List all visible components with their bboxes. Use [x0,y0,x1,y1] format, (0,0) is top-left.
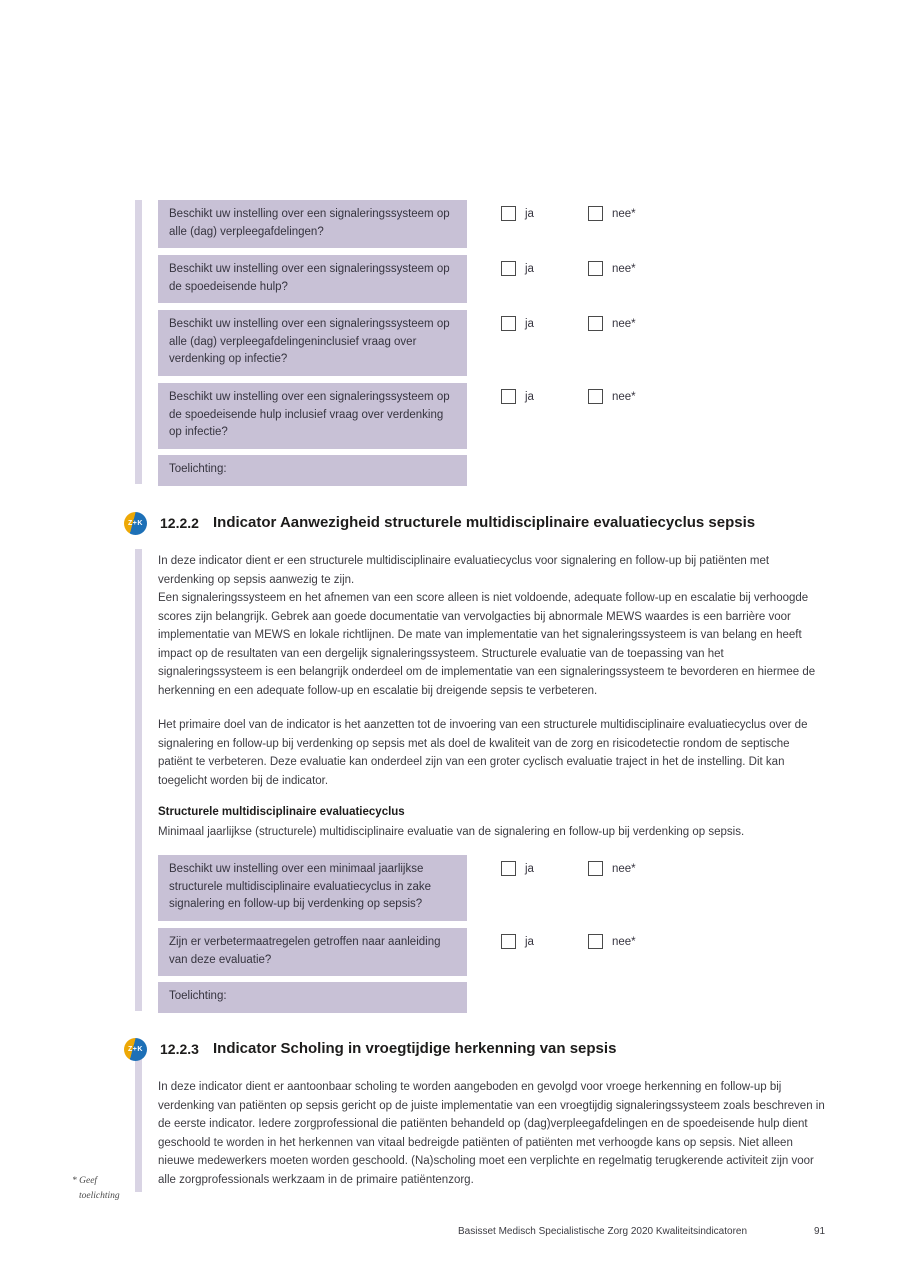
section-side-bar [135,200,142,484]
answer-ja [501,389,534,404]
nee-label: nee* [612,862,636,875]
footnote [72,1174,162,1204]
zkn-keurmerk-logo-icon: Z+K [124,1038,147,1061]
question-row [158,928,838,976]
paragraph [158,1078,826,1189]
paragraph-text: In deze indicator dient er een structurele multidisciplinaire evaluatiecyclus voor signalering en follow-up bij patiënten met verdenking op sepsis aanwezig te zijn. [158,555,770,586]
ja-label: ja [525,390,534,403]
answer-ja [501,934,534,949]
question-text: Beschikt uw instelling over een signaleringssysteem op alle (dag) verpleegafdelingeninclusief vraag over verdenking op infectie? [169,318,450,365]
ja-label: ja [525,317,534,330]
toelichting-field[interactable] [158,982,467,1013]
section-side-bar [135,1056,142,1192]
section-title: Indicator Aanwezigheid structurele multidisciplinaire evaluatiecyclus sepsis [213,514,756,531]
ja-label: ja [525,935,534,948]
nee-label: nee* [612,262,636,275]
paragraph-text: In deze indicator dient er aantoonbaar scholing te worden aangeboden en gevolgd voor vroege herkenning en follow-up bij verdenking van patiënten op sepsis gericht op de juiste implementatie van een vroegtijdig signaleringssysteem zoals beschreven in de eerste indicator. Iedere zorgprofessional die patiënten behandeld op (dag)verpleegafdelingen en de spoedeisende hulp dient geschoold te worden in het herkennen van vitaal bedreigde patiënten of patiënten met verhoogde kans op sepsis. Niet alleen nieuwe medewerkers moeten worden geschoold. (Na)scholing moet een verplichte en regelmatig terugkerende activiteit zijn voor alle zorgprofessionals werkzaam in de primaire patiëntenzorg. [158,1081,825,1186]
answer-ja [501,206,534,221]
definition-subheading: Structurele multidisciplinaire evaluatiecyclus [158,806,405,818]
ja-checkbox[interactable] [501,389,516,404]
section-side-bar [135,549,142,1011]
nee-checkbox[interactable] [588,934,603,949]
answer-nee [588,206,636,221]
section-title: Indicator Scholing in vroegtijdige herkenning van sepsis [213,1040,617,1057]
ja-checkbox[interactable] [501,316,516,331]
toelichting-row [158,982,838,1013]
ja-checkbox[interactable] [501,934,516,949]
ja-label: ja [525,262,534,275]
question-text: Beschikt uw instelling over een signaleringssysteem op alle (dag) verpleegafdelingen? [169,208,450,238]
answer-nee [588,861,636,876]
question-text: Beschikt uw instelling over een minimaal jaarlijkse structurele multidisciplinaire evaluatiecyclus in zake signalering en follow-up bij verdenking op sepsis? [169,863,432,910]
definition-text: Minimaal jaarlijkse (structurele) multidisciplinaire evaluatie van de signalering en follow-up bij verdenking op sepsis. [158,826,745,838]
answer-ja [501,261,534,276]
answer-nee [588,934,636,949]
toelichting-row [158,455,838,486]
question-row [158,255,838,303]
answer-nee [588,389,636,404]
question-text: Zijn er verbetermaatregelen getroffen naar aanleiding van deze evaluatie? [169,936,441,966]
paragraph-text: Een signaleringssysteem en het afnemen van een score alleen is niet voldoende, adequate follow-up en escalatie bij verhoogde scores zijn belangrijk. Gebrek aan goede documentatie van vervolgacties bij abnormale MEWS waardes is een barrière voor implementatie van MEWS en lokale richtlijnen. De mate van implementatie van het signaleringssysteem is van belang en heeft impact op de resultaten van een dergelijk signaleringssysteem. Structurele evaluatie van de toepassing van het signaleringssysteem is een belangrijk onderdeel om de implementatie van een signaleringssysteem te bevorderen en hiermee de herkenning en een adequate follow-up en escalatie bij dreigende sepsis te verbeteren. [158,592,816,697]
answer-nee [588,316,636,331]
question-row [158,855,838,921]
paragraph-text: Het primaire doel van de indicator is het aanzetten tot de invoering van een structurele multidisciplinaire evaluatiecyclus over de signalering en follow-up bij verdenking op sepsis met als doel de kwaliteit van de zorg en risicodetectie rondom de septische patiënt te verbeteren. Deze evaluatie kan onderdeel zijn van een groter cyclisch evaluatie traject in het de instelling. Dit kan toegelicht worden bij de indicator. [158,719,808,787]
nee-checkbox[interactable] [588,389,603,404]
footer-page-number: 91 [814,1226,826,1237]
toelichting-label: Toelichting: [169,990,227,1002]
footnote-line: toelichting [79,1191,120,1201]
toelichting-label: Toelichting: [169,463,227,475]
ja-label: ja [525,207,534,220]
question-row [158,383,838,449]
answer-ja [501,861,534,876]
section-12-2-3-heading [0,1038,900,1064]
ja-checkbox[interactable] [501,861,516,876]
question-text: Beschikt uw instelling over een signaleringssysteem op de spoedeisende hulp inclusief vraag over verdenking op infectie? [169,391,450,438]
nee-checkbox[interactable] [588,316,603,331]
nee-label: nee* [612,390,636,403]
question-row [158,310,838,376]
ja-label: ja [525,862,534,875]
toelichting-field[interactable] [158,455,467,486]
zkn-keurmerk-logo-icon: Z+K [124,512,147,535]
ja-checkbox[interactable] [501,261,516,276]
section-number: 12.2.2 [160,515,199,531]
paragraph [158,716,826,790]
footer-document-title: Basisset Medisch Specialistische Zorg 2020 Kwaliteitsindicatoren [458,1226,748,1237]
paragraph [158,552,826,700]
question-row [158,200,838,248]
question-text: Beschikt uw instelling over een signaleringssysteem op de spoedeisende hulp? [169,263,450,293]
section-12-2-2-heading [0,512,900,538]
section-number: 12.2.3 [160,1041,199,1057]
nee-checkbox[interactable] [588,861,603,876]
footnote-line: * Geef [72,1176,98,1186]
ja-checkbox[interactable] [501,206,516,221]
answer-ja [501,316,534,331]
nee-label: nee* [612,935,636,948]
nee-checkbox[interactable] [588,261,603,276]
nee-label: nee* [612,207,636,220]
nee-checkbox[interactable] [588,206,603,221]
answer-nee [588,261,636,276]
nee-label: nee* [612,317,636,330]
